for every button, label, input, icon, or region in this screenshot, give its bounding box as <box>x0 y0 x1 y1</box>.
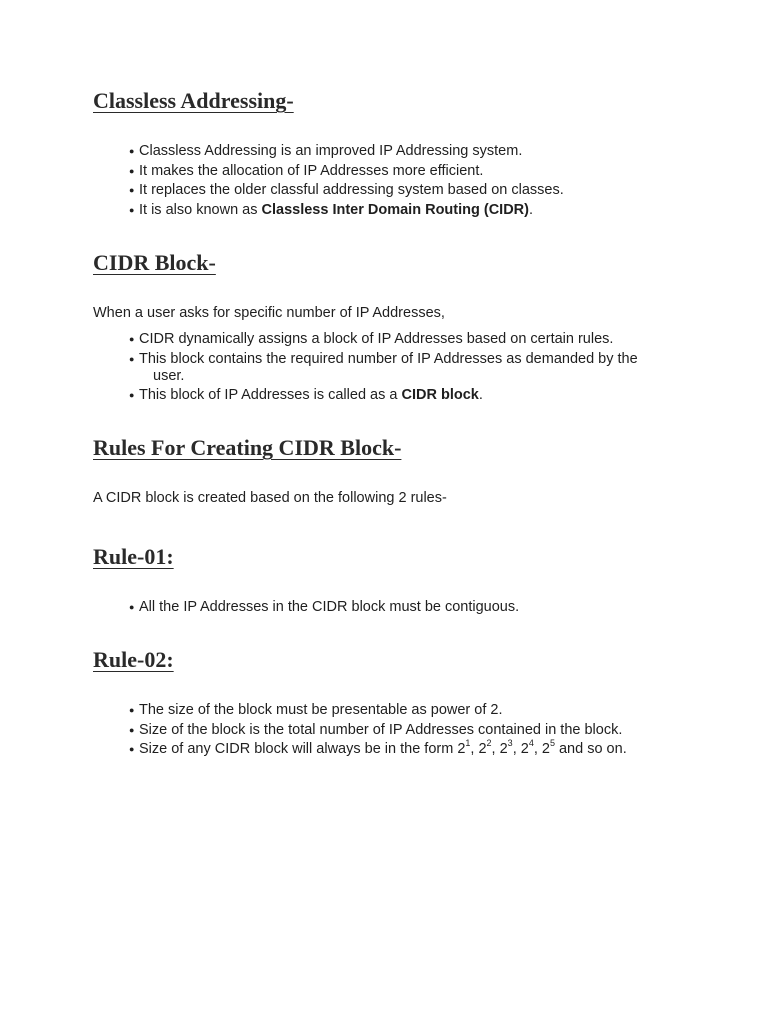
list-item: ● Classless Addressing is an improved IP Addressing system. <box>129 142 669 162</box>
bullet-icon: ● <box>129 334 135 344</box>
rules-intro: A CIDR block is created based on the following 2 rules- <box>93 490 447 506</box>
rule-02-bullet-list <box>129 701 669 760</box>
list-item: ● CIDR dynamically assigns a block of IP Addresses based on certain rules. <box>129 330 669 350</box>
list-item: ● This block of IP Addresses is called as a CIDR block. <box>129 386 669 406</box>
heading-rule-01: Rule-01: <box>93 544 174 569</box>
bullet-icon: ● <box>129 146 135 156</box>
bullet-icon: ● <box>129 602 135 612</box>
heading-rules: Rules For Creating CIDR Block- <box>93 435 402 460</box>
bullet-icon: ● <box>129 744 135 755</box>
heading-rule-02: Rule-02: <box>93 647 174 672</box>
rule-01-bullet-list <box>129 598 669 618</box>
list-item: ● It replaces the older classful addressing system based on classes. <box>129 181 669 201</box>
bullet-icon: ● <box>129 390 135 401</box>
cidr-term: Classless Inter Domain Routing (CIDR) <box>261 201 529 218</box>
heading-classless-addressing: Classless Addressing- <box>93 88 294 113</box>
classless-bullet-list <box>129 142 669 220</box>
list-item: ● This block contains the required number of IP Addresses as demanded by the user. <box>129 351 638 384</box>
list-item: ● It is also known as Classless Inter Domain Routing (CIDR). <box>129 201 669 221</box>
list-item: ● Size of any CIDR block will always be in the form $2^1$, $2^2$, $2^3$, $2^4$, $2^5$ and so on. <box>129 740 669 760</box>
heading-cidr-block: CIDR Block- <box>93 250 216 275</box>
cidr-block-intro: When a user asks for specific number of IP Addresses, <box>93 305 445 321</box>
bullet-icon: ● <box>129 724 135 735</box>
bullet-icon: ● <box>129 705 135 715</box>
bullet-icon: ● <box>129 165 135 176</box>
list-item: ● It makes the allocation of IP Addresses more efficient. <box>129 162 669 182</box>
list-item: ● Size of the block is the total number of IP Addresses contained in the block. <box>129 721 669 741</box>
list-item: ● All the IP Addresses in the CIDR block must be contiguous. <box>129 598 669 618</box>
list-item: ● The size of the block must be presentable as power of 2. <box>129 701 669 721</box>
cidr-block-bullet-list <box>129 330 669 406</box>
bullet-icon: ● <box>129 185 135 196</box>
bullet-icon: ● <box>129 354 135 365</box>
bullet-icon: ● <box>129 204 135 215</box>
cidr-block-term: CIDR block <box>401 387 479 404</box>
